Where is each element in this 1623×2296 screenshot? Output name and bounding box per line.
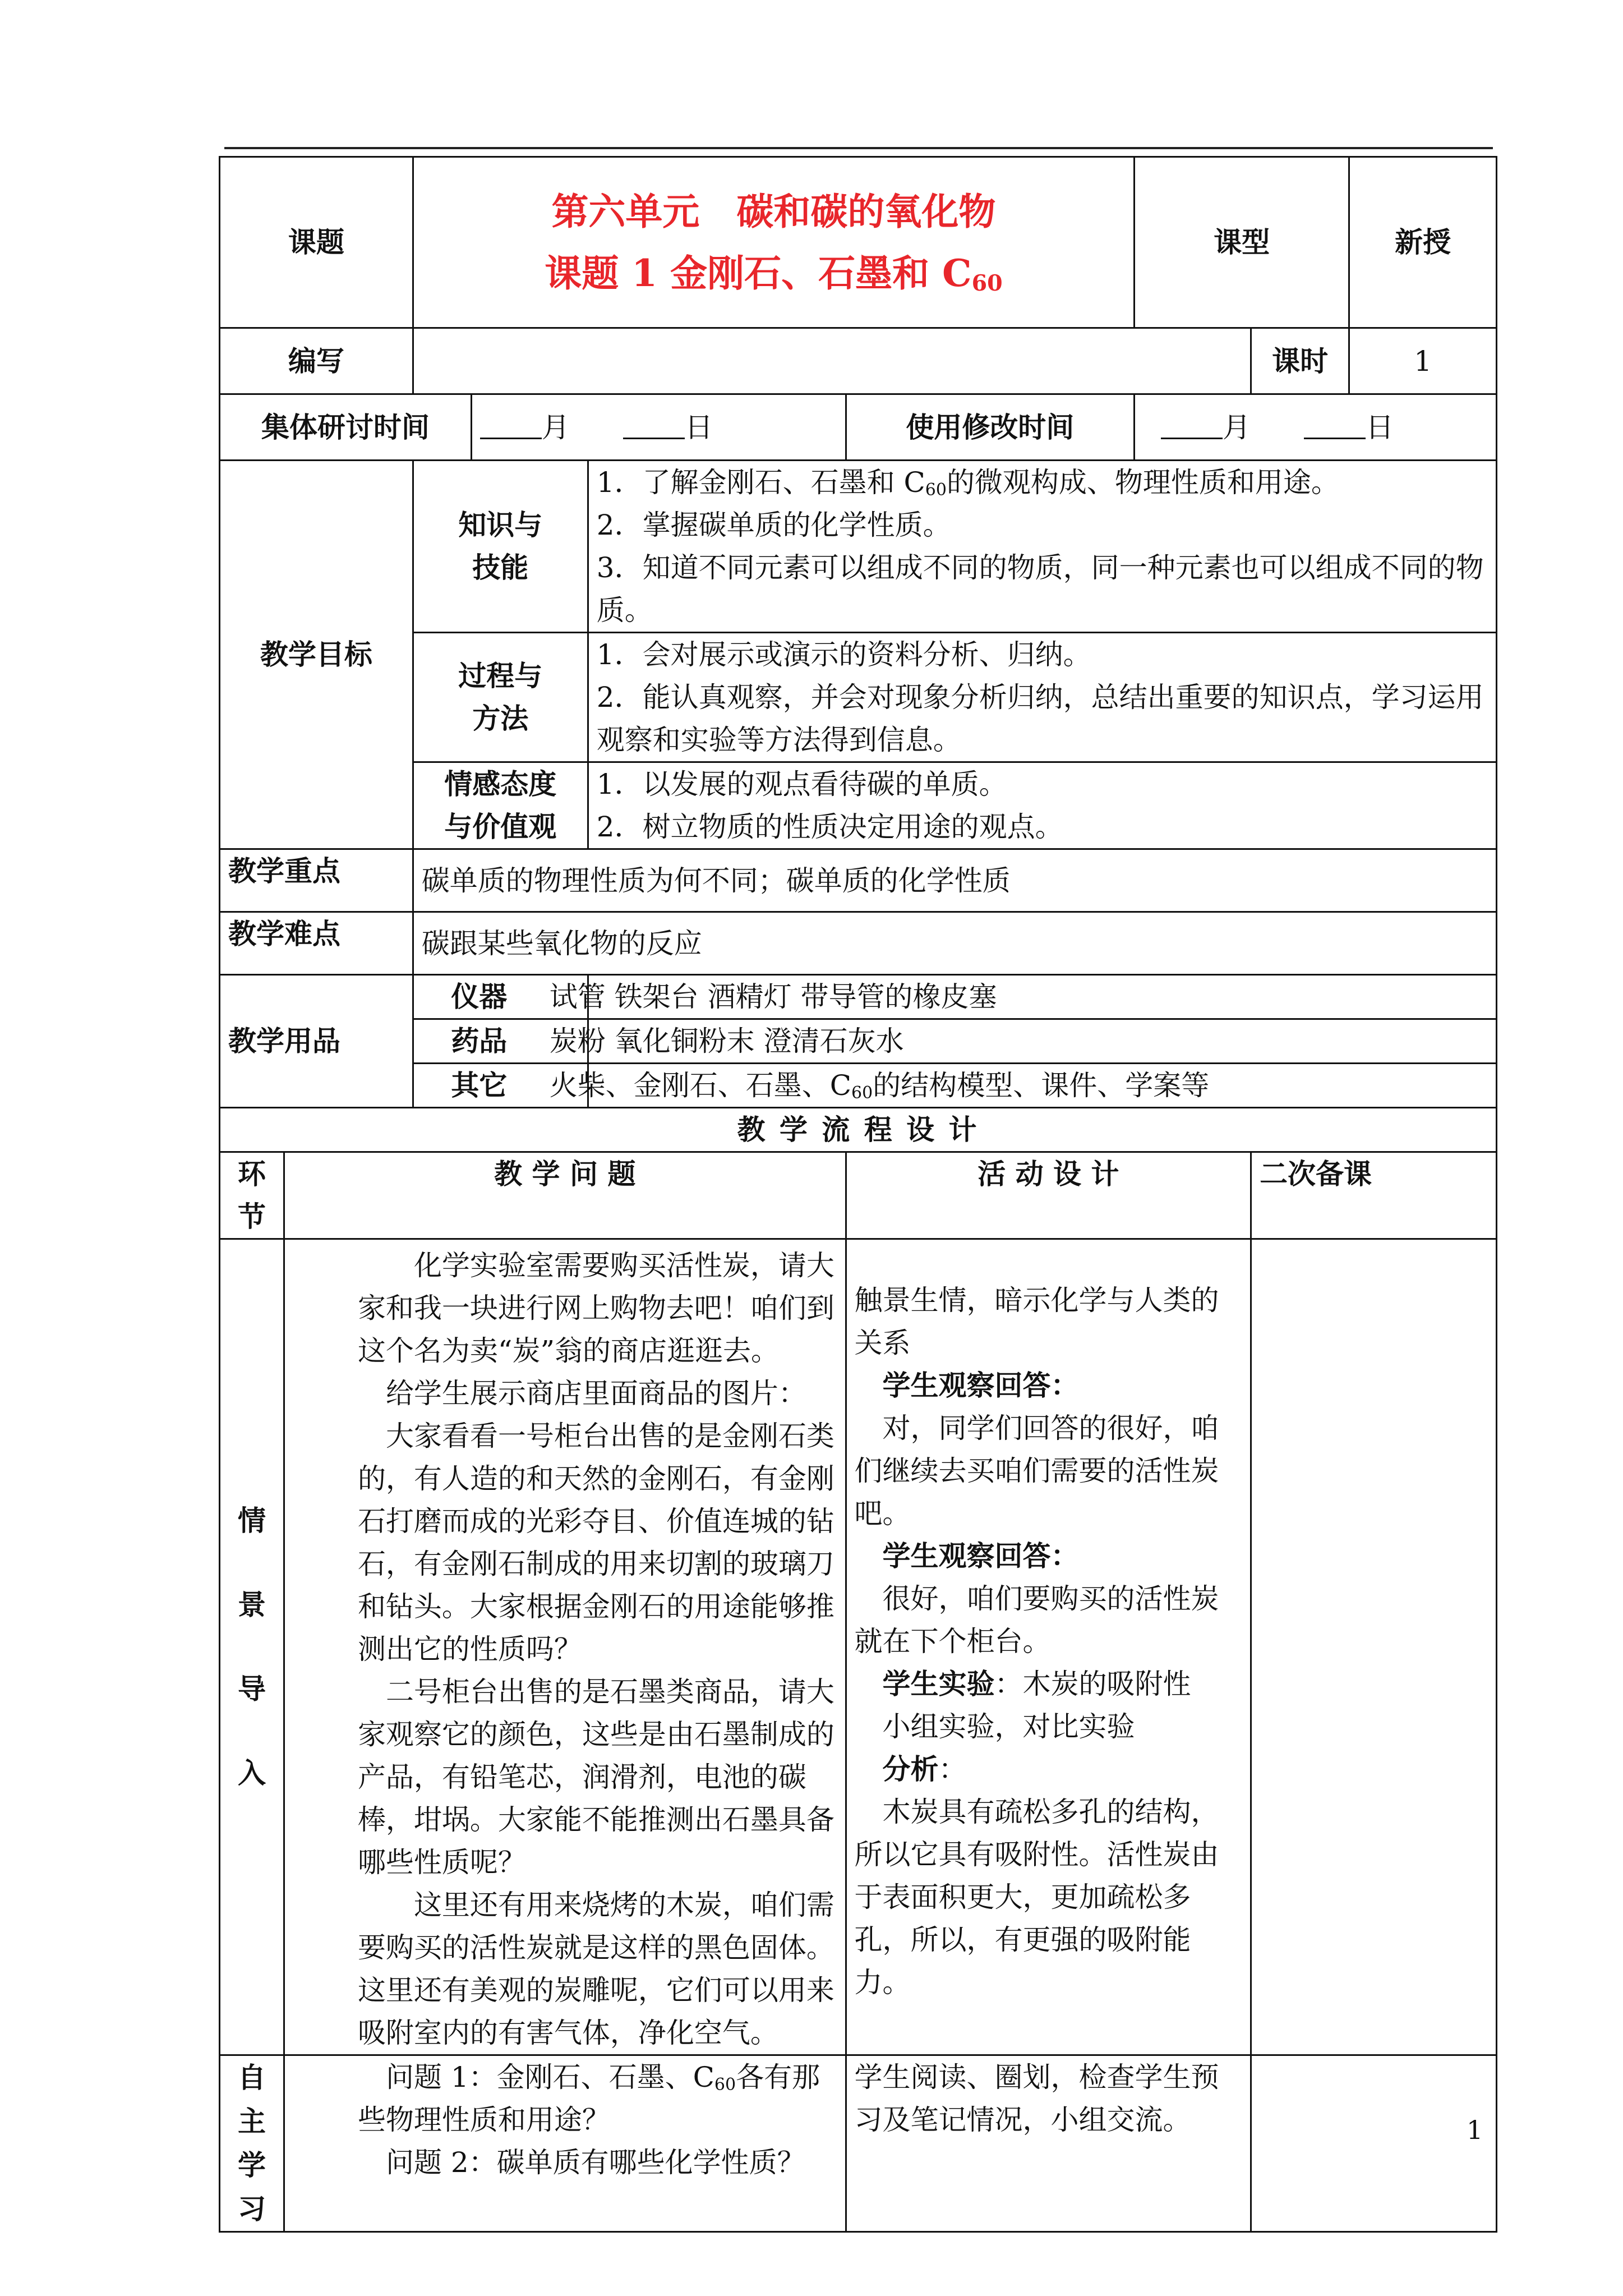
question-paragraph: 问题 2：碳单质有哪些化学性质？ — [385, 2146, 805, 2179]
instruments-text: 试管 铁架台 酒精灯 带导管的橡皮塞 — [537, 975, 1446, 1019]
label-key-point: 教学重点 — [220, 849, 413, 912]
question-paragraph: 这里还有用来烧烤的木炭，咱们需要购买的活性炭就是这样的黑色固体。这里还有美观的炭雕呢，它们可以用来吸附室内的有害气体，净化空气。 — [357, 1889, 834, 2049]
label-reagents: 药品 — [413, 1019, 588, 1064]
section2-second-prep — [1251, 2055, 1497, 2232]
activity-heading: 学生观察回答： — [882, 1369, 1079, 1402]
stage-scenario-intro: 情 景 导 入 — [220, 1239, 284, 2055]
process-item: 1．会对展示或演示的资料分析、归纳。 — [596, 638, 1091, 671]
difficult-point-text: 碳跟某些氧化物的反应 — [413, 912, 1496, 975]
page-number: 1 — [1467, 2115, 1483, 2145]
question-paragraph: 二号柜台出售的是石墨类商品，请大家观察它的颜色，这些是由石墨制成的产品，有铅笔芯，润滑剂，电池的碳棒，坩埚。大家能不能推测出石墨具备哪些性质呢？ — [357, 1676, 834, 1879]
activity-heading: 学生实验：木炭的吸附性 — [882, 1667, 1191, 1700]
col-second-prep: 二次备课 — [1251, 1152, 1497, 1239]
header-rule — [224, 147, 1493, 149]
activity-paragraph: 对，同学们回答的很好，咱们继续去买咱们需要的活性炭吧。 — [854, 1412, 1219, 1530]
activity-paragraph: 木炭具有疏松多孔的结构，所以它具有吸附性。活性炭由于表面积更大，更加疏松多孔，所以，有更强的吸附能力。 — [854, 1796, 1219, 1999]
activity-paragraph: 触景生情，暗示化学与人类的关系 — [854, 1284, 1219, 1359]
section1-questions — [284, 1239, 846, 2055]
lesson-title: 课题 1 金刚石、石墨和 $C_{60}$ — [545, 251, 1003, 296]
process-item: 2．能认真观察，并会对现象分析归纳，总结出重要的知识点，学习运用观察和实验等方法得到信息。 — [596, 681, 1484, 756]
label-hours: 课时 — [1251, 328, 1349, 394]
label-instruments: 仪器 — [413, 975, 588, 1019]
modify-time-value: 月 日 — [1135, 394, 1497, 461]
other-text: 火柴、金刚石、石墨、$C_{60}$的结构模型、课件、学案等 — [537, 1064, 1446, 1108]
group-time-value: 月 日 — [471, 394, 846, 461]
stage-self-study: 自 主 学 习 — [220, 2055, 284, 2232]
label-author: 编写 — [220, 328, 413, 394]
section2-questions — [284, 2055, 846, 2232]
emotion-item: 1．以发展的观点看待碳的单质。 — [596, 768, 1007, 800]
label-other: 其它 — [413, 1064, 588, 1108]
activity-paragraph: 小组实验，对比实验 — [882, 1710, 1135, 1743]
process-items — [588, 633, 1496, 762]
section1-activities — [846, 1239, 1251, 2055]
activity-heading: 学生观察回答： — [882, 1539, 1079, 1572]
label-objectives: 教学目标 — [220, 461, 413, 849]
knowledge-item: 1．了解金刚石、石墨和 $C_{60}$的微观构成、物理性质和用途。 — [596, 466, 1339, 500]
knowledge-items — [588, 461, 1496, 633]
flow-title: 教 学 流 程 设 计 — [220, 1108, 1497, 1152]
label-type: 课型 — [1135, 157, 1349, 328]
label-group-time: 集体研讨时间 — [220, 394, 472, 461]
knowledge-item: 3．知道不同元素可以组成不同的物质，同一种元素也可以组成不同的物质。 — [596, 551, 1484, 627]
section1-second-prep — [1251, 1239, 1497, 2055]
label-title: 课题 — [220, 157, 413, 328]
col-stage: 环 节 — [220, 1152, 284, 1239]
label-difficult-point: 教学难点 — [220, 912, 413, 975]
question-paragraph: 大家看看一号柜台出售的是金刚石类的，有人造的和天然的金刚石，有金刚石打磨而成的光彩夺目、价值连城的钻石，有金刚石制成的用来切割的玻璃刀和钻头。大家根据金刚石的用途能够推测出它的性质吗？ — [357, 1420, 834, 1665]
label-knowledge: 知识与 技能 — [413, 461, 588, 633]
hours-value: 1 — [1349, 328, 1497, 394]
emotion-items — [588, 762, 1496, 849]
title-cell — [413, 157, 1134, 328]
label-process: 过程与 方法 — [413, 633, 588, 762]
question-paragraph: 化学实验室需要购买活性炭，请大家和我一块进行网上购物去吧！咱们到这个名为卖“炭”翁的商店逛逛去。 — [357, 1249, 834, 1367]
question-paragraph: 问题 1：金刚石、石墨、$C_{60}$各有那些物理性质和用途？ — [357, 2061, 820, 2136]
author-value — [413, 328, 1251, 394]
question-paragraph: 给学生展示商店里面商品的图片： — [385, 1377, 806, 1410]
section2-activity: 学生阅读、圈划，检查学生预习及笔记情况，小组交流。 — [846, 2055, 1251, 2232]
lesson-plan-table — [219, 156, 1497, 2233]
type-value: 新授 — [1349, 157, 1497, 328]
label-emotion: 情感态度 与价值观 — [413, 762, 588, 849]
key-point-text: 碳单质的物理性质为何不同；碳单质的化学性质 — [413, 849, 1496, 912]
reagents-text: 炭粉 氧化铜粉末 澄清石灰水 — [537, 1019, 1446, 1064]
unit-title: 第六单元 碳和碳的氧化物 — [551, 190, 996, 233]
col-activity: 活 动 设 计 — [846, 1152, 1251, 1239]
activity-heading: 分析： — [882, 1752, 967, 1786]
label-modify-time: 使用修改时间 — [846, 394, 1135, 461]
col-question: 教 学 问 题 — [284, 1152, 846, 1239]
emotion-item: 2．树立物质的性质决定用途的观点。 — [596, 811, 1063, 843]
activity-paragraph: 很好，咱们要购买的活性炭就在下个柜台。 — [854, 1582, 1219, 1658]
label-supplies: 教学用品 — [220, 975, 413, 1108]
knowledge-item: 2．掌握碳单质的化学性质。 — [596, 509, 951, 541]
